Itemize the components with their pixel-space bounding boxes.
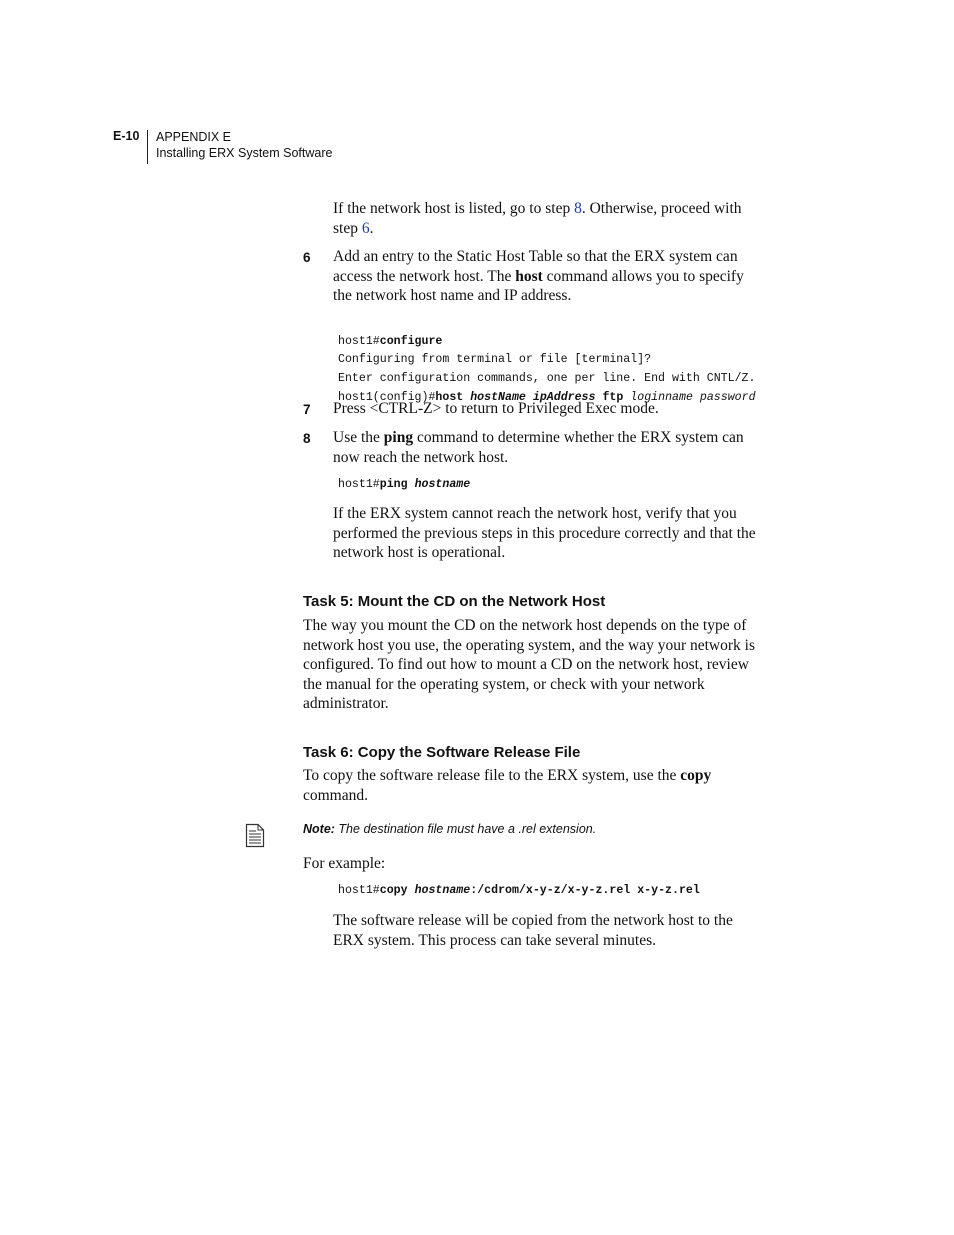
step-6-text: Add an entry to the Static Host Table so that the ERX system can access the network host. The host command allows you to specify the network host name and IP address.	[333, 248, 744, 304]
task-5-heading: Task 5: Mount the CD on the Network Host	[303, 593, 606, 610]
step-8-followup: If the ERX system cannot reach the network host, verify that you performed the previous steps in this procedure correctly and that the network host is operational.	[333, 505, 756, 561]
chapter-title: Installing ERX System Software	[156, 146, 333, 160]
appendix-label: APPENDIX E	[156, 130, 232, 144]
header-divider	[147, 130, 148, 164]
task-6-paragraph: To copy the software release file to the ERX system, use the copy command.	[303, 767, 712, 804]
running-header	[156, 129, 332, 161]
copy-followup: The software release will be copied from the network host to the ERX system. This process can take several minutes.	[333, 912, 733, 949]
step-7-text: Press <CTRL-Z> to return to Privileged Exec mode.	[333, 400, 659, 417]
code-block-configure: host1#configure Configuring from terminal or file [terminal]? Enter configuration commands, one per line. End with CNTL/Z. host1(config)#host hostName ipAddress ftp loginname password	[338, 334, 756, 404]
ping-command: ping	[383, 429, 414, 446]
example-label: For example:	[303, 855, 386, 872]
note-label: Note:	[303, 822, 335, 836]
step-number-7: 7	[303, 402, 311, 417]
note-icon	[245, 823, 265, 853]
copy-command: copy	[680, 767, 712, 784]
task-5-paragraph: The way you mount the CD on the network host depends on the type of network host you use, the operating system, and the way your network is configured. To find out how to mount a CD on the network host, review the manual for the operating system, or check with your network administrator.	[303, 617, 755, 712]
step-number-6: 6	[303, 250, 311, 265]
step-number-8: 8	[303, 431, 311, 446]
code-block-ping: host1#ping hostname	[338, 478, 471, 491]
page-number: E-10	[113, 129, 140, 143]
step-8-link[interactable]: 8	[574, 200, 582, 217]
intro-paragraph: If the network host is listed, go to step 8. Otherwise, proceed with step 6.	[333, 200, 742, 237]
step-8-text: Use the ping command to determine whether the ERX system can now reach the network host.	[333, 429, 744, 466]
host-command: host	[515, 267, 543, 285]
step-6-link[interactable]: 6	[361, 219, 370, 237]
task-6-heading: Task 6: Copy the Software Release File	[303, 744, 581, 761]
note-text: Note: The destination file must have a .rel extension.	[303, 822, 597, 836]
code-block-copy: host1#copy hostname:/cdrom/x-y-z/x-y-z.rel x-y-z.rel	[338, 884, 700, 897]
